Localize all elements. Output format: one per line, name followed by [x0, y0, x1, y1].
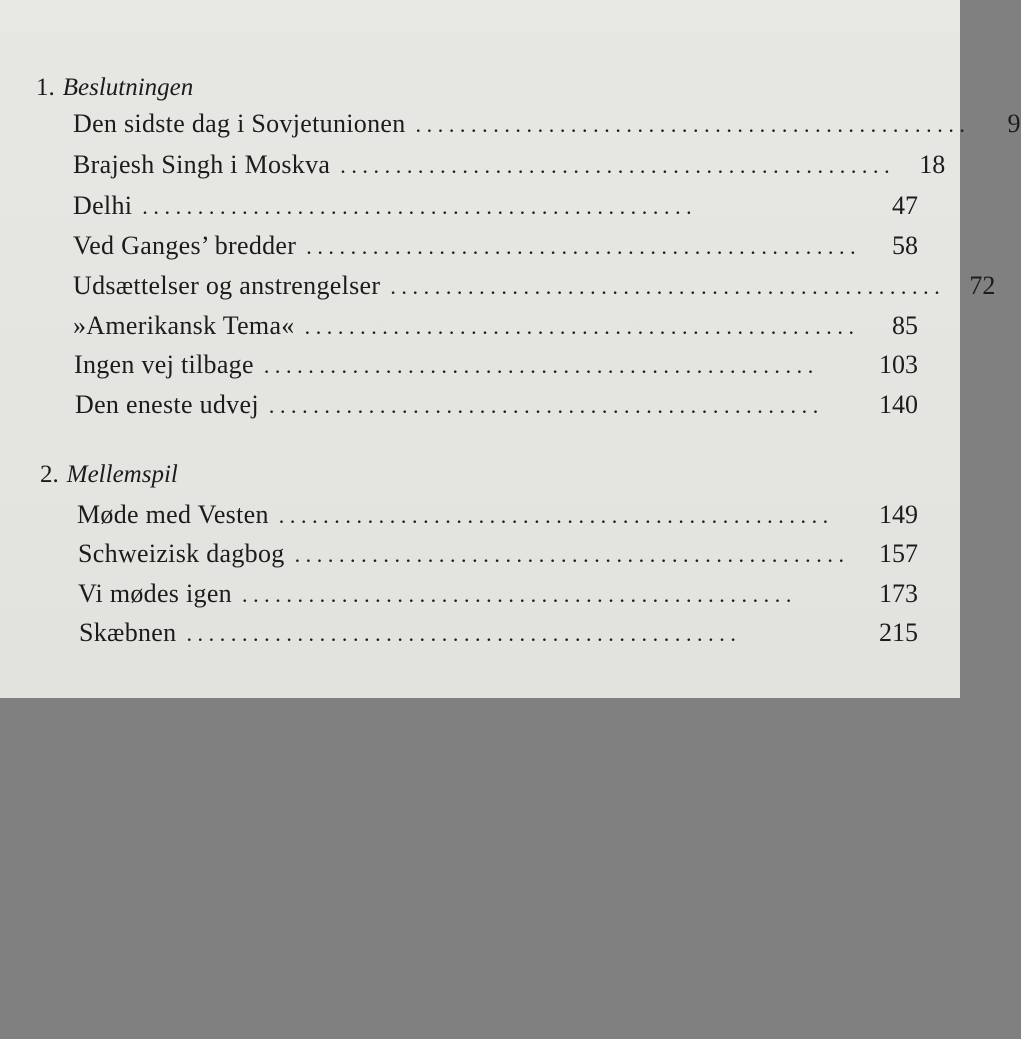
toc-entry	[73, 310, 918, 342]
toc-entry	[74, 349, 918, 381]
toc-entry	[78, 538, 918, 570]
entry-title: Den eneste udvej	[75, 390, 259, 419]
entry-page-number: 140	[879, 390, 918, 419]
entry-page-number: 58	[892, 231, 918, 260]
entry-title: »Amerikansk Tema«	[73, 311, 295, 340]
entry-page-number: 72	[969, 271, 996, 300]
dot-leader: ..................................................	[340, 153, 896, 178]
entry-page-number: 18	[919, 150, 946, 179]
dot-leader: ..................................................	[278, 503, 834, 528]
entry-title: Vi mødes igen	[78, 579, 232, 608]
entry-title: Ingen vej tilbage	[74, 350, 254, 379]
section-number: 1.	[36, 74, 55, 101]
toc-entry	[73, 190, 918, 222]
entry-title: Møde med Vesten	[77, 500, 269, 529]
toc-entry	[73, 108, 1021, 140]
toc-entry	[79, 617, 918, 649]
toc-entry	[73, 149, 946, 181]
dot-leader: ..................................................	[263, 353, 819, 378]
dot-leader: ..................................................	[415, 112, 971, 137]
entry-title: Ved Ganges’ bredder	[73, 231, 297, 260]
entry-page-number: 103	[879, 350, 918, 379]
dot-leader: ..................................................	[390, 274, 946, 299]
entry-page-number: 149	[879, 500, 918, 529]
entry-title: Skæbnen	[79, 618, 177, 647]
section-heading	[40, 460, 178, 490]
section-heading	[36, 73, 193, 103]
section-title: Mellemspil	[66, 461, 178, 488]
toc-entry	[73, 230, 918, 262]
dot-leader: ..................................................	[186, 621, 742, 646]
dot-leader: ..................................................	[306, 234, 862, 259]
entry-title: Schweizisk dagbog	[78, 539, 285, 568]
gray-overlay	[0, 698, 960, 1039]
toc-entry	[73, 270, 996, 302]
entry-page-number: 47	[892, 191, 918, 220]
entry-page-number: 215	[879, 618, 918, 647]
toc-entry	[75, 389, 918, 421]
dot-leader: ..................................................	[294, 542, 850, 567]
dot-leader: ..................................................	[241, 582, 797, 607]
entry-title: Delhi	[73, 191, 133, 220]
section-title: Beslutningen	[62, 74, 194, 101]
toc-entry	[78, 578, 918, 610]
entry-page-number: 9	[1007, 109, 1021, 138]
entry-title: Udsættelser og anstrengelser	[73, 271, 381, 300]
entry-page-number: 85	[892, 311, 918, 340]
entry-page-number: 157	[879, 539, 918, 568]
dot-leader: ..................................................	[304, 314, 860, 339]
entry-title: Brajesh Singh i Moskva	[73, 150, 331, 179]
dot-leader: ..................................................	[268, 393, 824, 418]
entry-title: Den sidste dag i Sovjetunionen	[73, 109, 406, 138]
toc-entry	[77, 499, 918, 531]
section-number: 2.	[40, 461, 59, 488]
entry-page-number: 173	[879, 579, 918, 608]
dot-leader: ..................................................	[142, 194, 698, 219]
